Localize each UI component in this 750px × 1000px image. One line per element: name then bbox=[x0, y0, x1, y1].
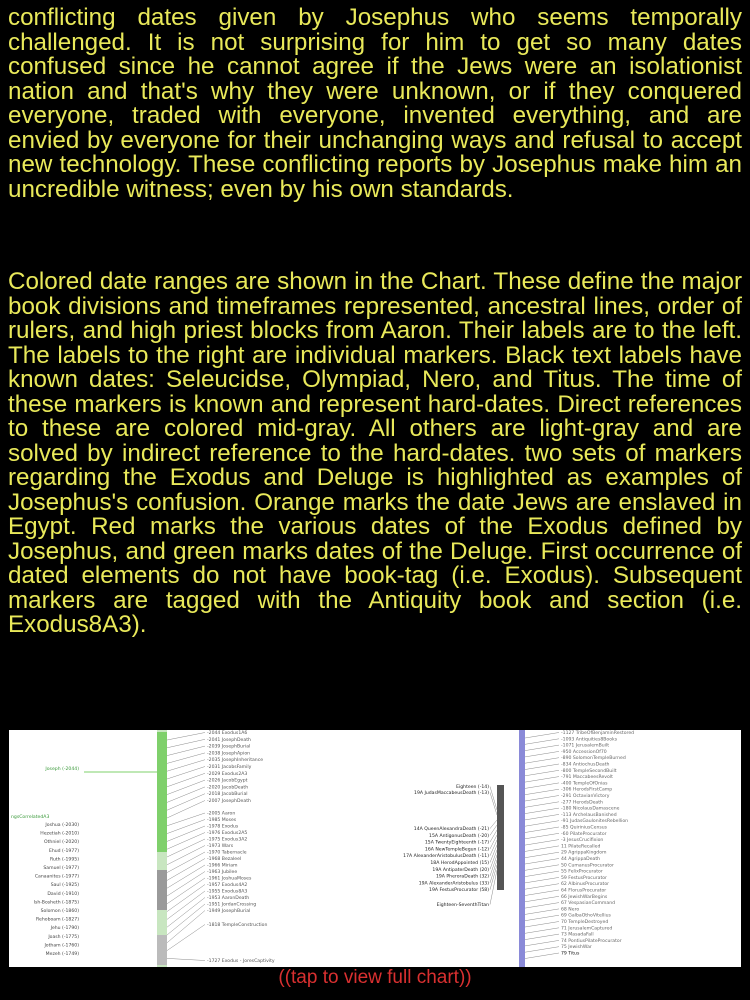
mid-label: -1978 Exodus bbox=[207, 824, 239, 830]
mid-connector-line bbox=[167, 753, 205, 764]
right-connector-line bbox=[525, 833, 559, 839]
mid-label: -2039 JosephBurial bbox=[207, 744, 251, 750]
center-label: 19A AlexanderAristobulus (33) bbox=[418, 881, 489, 887]
right-label: -180 NicolausDamascene bbox=[561, 806, 620, 812]
left-labels bbox=[11, 766, 79, 957]
left-label: Joash (-1775) bbox=[48, 934, 79, 940]
left-label: ngsCorrelatedA3 bbox=[11, 815, 50, 820]
range-bar-dark bbox=[497, 785, 504, 890]
mid-label: -1975 Exodus3A2 bbox=[207, 837, 248, 843]
right-connector-line bbox=[525, 802, 559, 808]
mid-label: -2041 JosephDeath bbox=[207, 737, 251, 743]
right-connector-line bbox=[525, 783, 559, 789]
center-label: 16A NewTempleBegun (-12) bbox=[424, 847, 489, 853]
right-label: -1127 TribeOfBenjaminRestored bbox=[561, 731, 635, 736]
left-label: David (-1910) bbox=[47, 891, 79, 897]
mid-label: -2029 Exodus2A3 bbox=[207, 771, 248, 777]
left-label: Joshua (-2030) bbox=[45, 823, 79, 828]
right-label: 69 GalbaOthoVitellius bbox=[561, 913, 611, 919]
right-label: 59 FestusProcurator bbox=[561, 875, 607, 881]
mid-label: -2044 Exodus1A6 bbox=[207, 731, 248, 736]
right-labels bbox=[561, 730, 634, 957]
right-connector-line bbox=[525, 814, 559, 820]
left-label: Jotham (-1760) bbox=[44, 943, 79, 949]
right-label: -834 AntiochusDeath bbox=[561, 762, 610, 768]
center-connector-line bbox=[490, 830, 497, 842]
mid-label: -1955 Exodus8A3 bbox=[207, 889, 248, 895]
mid-label: -2018 JacobBurial bbox=[207, 792, 248, 798]
right-connector-line bbox=[525, 751, 559, 757]
right-label: 70 TempleDestroyed bbox=[561, 920, 609, 925]
right-connector-line bbox=[525, 877, 559, 883]
right-label: 67 VespasianCommand bbox=[561, 901, 616, 907]
mid-label: -1966 Miriam bbox=[207, 863, 238, 869]
center-label: 14A QueenAlexandraDeath (-21) bbox=[413, 827, 489, 832]
right-connector-line bbox=[525, 827, 559, 833]
left-label: Ruth (-1995) bbox=[49, 857, 79, 863]
right-connector-line bbox=[525, 739, 559, 745]
center-label: 19A JudasMaccabeusDeath (-13) bbox=[414, 791, 489, 796]
mid-connector-line bbox=[167, 746, 205, 756]
left-label: Jehu (-1790) bbox=[50, 926, 79, 932]
right-label: -791 MaccabeesRevolt bbox=[561, 775, 613, 781]
right-label: 29 AgrippaKingdom bbox=[561, 850, 607, 856]
center-connector-line bbox=[490, 870, 497, 905]
mid-connector-line bbox=[167, 878, 205, 904]
right-label: 62 AlbinusProcurator bbox=[561, 882, 610, 888]
right-connector-line bbox=[525, 947, 559, 953]
center-label: 17A AlexanderAristobulusDeath (-11) bbox=[403, 854, 489, 860]
center-connector-line bbox=[490, 855, 497, 876]
center-label: Eighteen-SeventhTitan bbox=[436, 903, 489, 908]
mid-connector-line bbox=[167, 760, 205, 772]
right-label: -113 ArchelausBanished bbox=[561, 812, 617, 818]
mid-label: -1953 AaronDeath bbox=[207, 896, 250, 901]
center-label: 19A PheroraDeath (32) bbox=[435, 874, 489, 880]
mid-labels bbox=[207, 730, 275, 964]
left-label: Ehud (-1977) bbox=[48, 848, 79, 854]
mid-label: -1961 JoshuaMoses bbox=[207, 876, 252, 882]
right-label: 66 JewishWarBegins bbox=[561, 894, 608, 900]
right-label: -306 HerodsFirstCamp bbox=[561, 787, 613, 793]
right-connector-line bbox=[525, 840, 559, 846]
mid-label: -1818 TempleConstruction bbox=[207, 923, 268, 928]
center-connector-line bbox=[490, 860, 497, 883]
right-connector-line bbox=[525, 871, 559, 877]
right-connector-line bbox=[525, 764, 559, 770]
chart-thumbnail[interactable] bbox=[9, 730, 741, 967]
right-connector-line bbox=[525, 777, 559, 783]
article-paragraph-1: conflicting dates given by Josephus who seems temporally challenged. It is not surprising for him to get so many dates confused since he cannot agree if the Jews were an isolationist nation and that's why they were unknown, or if they conquered everyone, traded with everyone, invented everything, and are envied by everyone for their unchanging ways and refusal to accept new technology. These conflicting reports by Josephus make him an uncredible witness; even by his own standards. bbox=[8, 4, 742, 203]
mid-connector-line bbox=[167, 833, 205, 850]
mid-label: -1970 Tabernacle bbox=[207, 850, 247, 856]
range-bar-gray bbox=[157, 870, 167, 910]
right-connector-line bbox=[525, 758, 559, 764]
right-connector-line bbox=[525, 789, 559, 795]
right-label: 68 Nero bbox=[561, 907, 580, 913]
right-label: -85 QuiriniusCensus bbox=[561, 825, 608, 831]
mid-connector-line bbox=[167, 872, 205, 897]
right-label: 50 CumanusProcurator bbox=[561, 863, 614, 869]
right-label: -60 PilateProcurator bbox=[561, 831, 607, 837]
mid-label: -1951 JordanCrossing bbox=[207, 902, 257, 908]
mid-connector-line bbox=[167, 773, 205, 787]
right-label: -1093 Antiquities8Books bbox=[561, 737, 618, 743]
right-label: -800 TempleSecondBuilt bbox=[561, 768, 617, 774]
right-connector-line bbox=[525, 934, 559, 940]
center-label: 19A AntipaterDeath (20) bbox=[432, 867, 489, 873]
right-connector-line bbox=[525, 922, 559, 928]
right-connector-line bbox=[525, 846, 559, 852]
left-label: Joseph (-2044) bbox=[45, 767, 79, 772]
right-connector-line bbox=[525, 865, 559, 871]
center-label: 18A HerodAppointed (15) bbox=[430, 861, 489, 866]
mid-label: -2005 Aaron bbox=[207, 811, 236, 817]
right-connector-line bbox=[525, 745, 559, 751]
right-label: 64 FlorusProcurator bbox=[561, 888, 607, 894]
mid-connector-line bbox=[167, 839, 205, 857]
center-label: 19A FestusProcurator (58) bbox=[429, 888, 489, 894]
mid-label: -1957 Exodus4A2 bbox=[207, 883, 248, 888]
right-connector-line bbox=[525, 896, 559, 902]
range-bar-blue bbox=[519, 730, 525, 967]
left-label: Othniel (-2020) bbox=[43, 840, 79, 846]
right-connector-line bbox=[525, 953, 559, 959]
mid-connector-line bbox=[167, 958, 205, 960]
right-label: -890 SolomonTempleBurned bbox=[561, 756, 626, 762]
right-connector-line bbox=[525, 808, 559, 814]
right-connector-line bbox=[525, 852, 559, 858]
center-label: 15A TwentyEighteenth (-17) bbox=[424, 840, 489, 846]
right-connector-line bbox=[525, 796, 559, 802]
center-connector-line bbox=[490, 820, 497, 829]
right-label: -91 JudasGaulonitesRebellion bbox=[561, 819, 629, 825]
right-label: -3 JesusCrucifixion bbox=[561, 838, 604, 844]
mid-connector-line bbox=[167, 739, 205, 748]
range-bar-green bbox=[157, 732, 167, 852]
right-label: 75 JewishWar bbox=[561, 945, 592, 951]
right-connector-line bbox=[525, 821, 559, 827]
mid-label: -1985 Moses bbox=[207, 818, 237, 823]
right-label: 73 MasadaFall bbox=[561, 932, 594, 938]
center-labels bbox=[403, 784, 489, 908]
left-label: Canaanites (-1977) bbox=[34, 874, 79, 880]
left-label: Solomon (-1860) bbox=[40, 909, 79, 914]
center-label: Eighteen (-14) bbox=[456, 785, 489, 790]
center-connector-line bbox=[490, 793, 497, 816]
right-label: -277 HerodsDeath bbox=[561, 800, 603, 806]
right-connector-line bbox=[525, 915, 559, 921]
mid-label: -1963 Jubilee bbox=[207, 870, 238, 875]
right-connector-line bbox=[525, 903, 559, 909]
mid-connector-line bbox=[167, 733, 205, 741]
mid-connector-line bbox=[167, 767, 205, 780]
range-bar-light-gray bbox=[157, 935, 167, 965]
right-connector-line bbox=[525, 884, 559, 890]
mid-label: -2026 JacobEgypt bbox=[207, 778, 248, 784]
tap-to-view-chart-link[interactable]: ((tap to view full chart)) bbox=[278, 967, 472, 988]
mid-label: -2020 JacobDeath bbox=[207, 785, 249, 791]
mid-label: -2031 JacobsFamily bbox=[207, 765, 252, 770]
mid-connector-line bbox=[167, 885, 205, 912]
mid-label: -2007 JosephDeath bbox=[207, 799, 251, 804]
right-label: 71 JerusalemCaptured bbox=[561, 926, 613, 932]
right-label: 79 Titus bbox=[561, 951, 580, 957]
center-label: 15A AntigonusDeath (-20) bbox=[429, 833, 489, 839]
right-label: -1071 JerusalemBuilt bbox=[561, 743, 609, 749]
right-connector-line bbox=[525, 909, 559, 915]
mid-label: -1976 Exodus2A5 bbox=[207, 831, 248, 836]
left-label: Hezetiah (-2010) bbox=[40, 831, 79, 837]
mid-label: -2038 JosephApion bbox=[207, 751, 251, 757]
right-label: 55 FelixProcurator bbox=[561, 869, 603, 875]
chart-canvas bbox=[9, 730, 741, 967]
mid-label: -1949 JosephBurial bbox=[207, 909, 251, 914]
left-label: Mezeh (-1749) bbox=[45, 952, 79, 957]
left-label: Ish-Bosheth (-1875) bbox=[33, 900, 79, 906]
mid-connector-line bbox=[167, 826, 205, 841]
mid-connector-line bbox=[167, 787, 205, 803]
right-connector-line bbox=[525, 928, 559, 934]
right-connector-line bbox=[525, 940, 559, 946]
mid-label: -1968 Bezaleel bbox=[207, 857, 242, 862]
right-connector-line bbox=[525, 733, 559, 739]
center-connector-line bbox=[490, 825, 497, 835]
mid-label: -1727 Exodus - JoresCaptivity bbox=[207, 959, 275, 964]
mid-connector-line bbox=[167, 813, 205, 826]
right-connector-line bbox=[525, 770, 559, 776]
mid-label: -2035 JosephInheritance bbox=[207, 758, 264, 764]
mid-connector-line bbox=[167, 820, 205, 834]
mid-connector-line bbox=[167, 794, 205, 811]
article-paragraph-2: Colored date ranges are shown in the Chart. These define the major book divisions and timeframes represented, ancestral lines, order of rulers, and high priest blocks from Aaron. Their labels are to the left. The labels to the right are individual markers. Black text labels have known dates: Seleucidse, Olympiad, Nero, and Titus. The time of these markers is known and represent hard-dates. Direct references to these are colored mid-gray. All others are light-gray and are solved by indirect reference to the hard-dates. two sets of markers regarding the Exodus and Deluge is highlighted as examples of Josephus's confusion. Orange marks the date Jews are enslaved in Egypt. Red marks the various dates of the Exodus defined by Josephus, and green marks dates of the Deluge. First occurrence of dated elements do not have book-tag (i.e. Exodus). Subsequent markers are tagged with the Antiquity book and section (i.e. Exodus8A3). bbox=[8, 268, 742, 638]
right-connector-line bbox=[525, 859, 559, 865]
mid-label: -1973 Wars bbox=[207, 844, 234, 849]
mid-connector-line bbox=[167, 898, 205, 928]
center-connector-line bbox=[490, 787, 497, 811]
right-label: 44 AgrippaDeath bbox=[561, 857, 601, 862]
mid-connector-line bbox=[167, 865, 205, 888]
mid-connector-line bbox=[167, 925, 205, 951]
left-label: Rehoboam (-1827) bbox=[36, 917, 79, 923]
right-label: -291 OctavianVictory bbox=[561, 794, 610, 799]
left-label: Saul (-1925) bbox=[50, 883, 79, 889]
right-label: 74 PontiusPilateProcurator bbox=[561, 938, 622, 944]
mid-connector-line bbox=[167, 801, 205, 819]
left-label: Samuel (-1977) bbox=[43, 866, 79, 871]
right-connector-line bbox=[525, 890, 559, 896]
right-label: -950 AccessionOf70 bbox=[561, 749, 607, 755]
right-label: -400 TempleOfOnias bbox=[561, 781, 608, 787]
mid-connector-line bbox=[167, 780, 205, 795]
mid-connector-line bbox=[167, 904, 205, 935]
right-label: 11 PilateRecalled bbox=[561, 844, 601, 850]
